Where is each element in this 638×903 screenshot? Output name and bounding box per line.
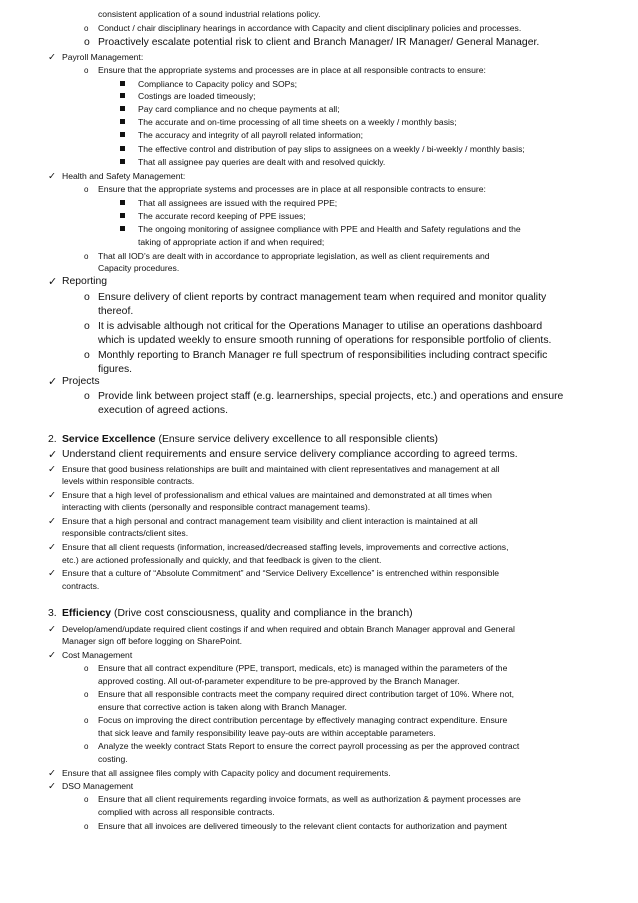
square-bullet-icon: [120, 104, 125, 115]
checkmark-bullet-icon: ✓: [48, 516, 56, 527]
text-line: Ensure that the appropriate systems and processes are in place at all responsible contracts to ensure:: [98, 184, 486, 194]
checkmark-bullet-icon: ✓: [48, 275, 58, 288]
section-heading-title: Efficiency: [62, 608, 112, 619]
text-line: Pay card compliance and no cheque payments at all;: [138, 104, 340, 114]
text-line: Projects: [62, 376, 100, 387]
text-line: execution of agreed actions.: [98, 405, 228, 416]
circle-bullet-icon: o: [84, 37, 90, 48]
text-line: The accurate record keeping of PPE issues;: [138, 211, 306, 221]
text-line: That all assignees are issued with the required PPE;: [138, 198, 338, 208]
text-line: Manager sign off before logging on SharePoint.: [62, 636, 242, 646]
square-bullet-shape: [120, 132, 125, 137]
text-line: Ensure that the appropriate systems and processes are in place at all responsible contracts to ensure:: [98, 65, 486, 75]
circle-bullet-icon: o: [84, 795, 89, 804]
checkmark-bullet-icon: ✓: [48, 542, 56, 553]
circle-bullet-icon: o: [84, 252, 89, 261]
text-line: taking of appropriate action if and when required;: [138, 237, 325, 247]
section-heading: [62, 607, 413, 620]
square-bullet-icon: [120, 157, 125, 168]
text-line: Compliance to Capacity policy and SOPs;: [138, 79, 298, 89]
text-line: Ensure that all client requirements regarding invoice formats, as well as authorization & payment processes are: [98, 794, 521, 804]
text-line: Conduct / chair disciplinary hearings in accordance with Capacity and client disciplinary policies and processes.: [98, 23, 522, 33]
text-line: etc.) are actioned professionally and quickly, and that feedback is given to the client.: [62, 555, 382, 565]
circle-bullet-icon: o: [84, 822, 89, 831]
circle-bullet-icon: o: [84, 185, 89, 194]
square-bullet-shape: [120, 213, 125, 218]
text-line: that sick leave and family responsibility leave pay-outs are within acceptable parameters.: [98, 728, 436, 738]
section-number: 3.: [48, 608, 57, 619]
square-bullet-icon: [120, 211, 125, 222]
square-bullet-icon: [120, 224, 125, 235]
square-bullet-icon: [120, 144, 125, 155]
text-line: Focus on improving the direct contribution percentage by effectively managing contract expenditure. Ensure: [98, 715, 508, 725]
text-line: The accurate and on-time processing of all time sheets on a weekly / monthly basis;: [138, 117, 457, 127]
text-line: Ensure that all contract expenditure (PPE, transport, medicals, etc) is managed within the parameters of the: [98, 663, 508, 673]
text-line: Analyze the weekly contract Stats Report to ensure the correct payroll processing as per the approved contract: [98, 741, 520, 751]
checkmark-bullet-icon: ✓: [48, 464, 56, 475]
square-bullet-shape: [120, 146, 125, 151]
checkmark-bullet-icon: ✓: [48, 171, 56, 182]
text-line: Ensure that all responsible contracts meet the company required direct contribution target of 10%. Where not,: [98, 689, 515, 699]
text-line: It is advisable although not critical for the Operations Manager to utilise an operations dashboard: [98, 321, 543, 332]
checkmark-bullet-icon: ✓: [48, 52, 56, 63]
text-line: Monthly reporting to Branch Manager re full spectrum of responsibilities including contract specific: [98, 350, 548, 361]
text-line: Capacity procedures.: [98, 263, 180, 273]
text-line: Provide link between project staff (e.g. learnerships, special projects, etc.) and operations and ensure: [98, 391, 564, 402]
square-bullet-icon: [120, 117, 125, 128]
text-line: Ensure that good business relationships are built and maintained with client representatives and management at all: [62, 464, 500, 474]
circle-bullet-icon: o: [84, 391, 90, 402]
checkmark-bullet-icon: ✓: [48, 490, 56, 501]
circle-bullet-icon: o: [84, 321, 90, 332]
square-bullet-shape: [120, 200, 125, 205]
text-line: interacting with clients (personally and responsible contract management teams).: [62, 502, 371, 512]
text-line: costing.: [98, 754, 128, 764]
square-bullet-icon: [120, 91, 125, 102]
circle-bullet-icon: o: [84, 716, 89, 725]
text-line: which is updated weekly to ensure smooth running of operations for responsible portfolio of clients.: [98, 335, 552, 346]
text-line: ensure that corrective action is taken along with Branch Manager.: [98, 702, 347, 712]
text-line: Cost Management: [62, 650, 133, 660]
square-bullet-icon: [120, 198, 125, 209]
text-line: The accuracy and integrity of all payroll related information;: [138, 130, 363, 140]
text-line: The ongoing monitoring of assignee compliance with PPE and Health and Safety regulations and the: [138, 224, 521, 234]
section-heading-description: (Drive cost consciousness, quality and compliance in the branch): [111, 608, 413, 619]
text-line: consistent application of a sound industrial relations policy.: [98, 9, 321, 19]
square-bullet-shape: [120, 93, 125, 98]
text-line: contracts.: [62, 581, 100, 591]
section-heading-description: (Ensure service delivery excellence to all responsible clients): [155, 434, 438, 445]
square-bullet-shape: [120, 81, 125, 86]
text-line: Ensure that all invoices are delivered timeously to the relevant client contacts for authorization and payment: [98, 821, 507, 831]
text-line: Proactively escalate potential risk to client and Branch Manager/ IR Manager/ General Manager.: [98, 37, 540, 48]
text-line: Health and Safety Management:: [62, 171, 186, 181]
section-heading-title: Service Excellence: [62, 434, 156, 445]
text-line: The effective control and distribution of pay slips to assignees on a weekly / bi-weekly / monthly basis;: [138, 144, 525, 154]
checkmark-bullet-icon: ✓: [48, 568, 56, 579]
checkmark-bullet-icon: ✓: [48, 375, 58, 388]
checkmark-bullet-icon: ✓: [48, 781, 56, 792]
square-bullet-shape: [120, 159, 125, 164]
circle-bullet-icon: o: [84, 690, 89, 699]
checkmark-bullet-icon: ✓: [48, 624, 56, 635]
text-line: responsible contracts/client sites.: [62, 528, 189, 538]
square-bullet-icon: [120, 130, 125, 141]
text-line: Ensure that a culture of “Absolute Commitment” and “Service Delivery Excellence” is entrenched within responsible: [62, 568, 500, 578]
text-line: thereof.: [98, 306, 134, 317]
section-number: 2.: [48, 434, 57, 445]
circle-bullet-icon: o: [84, 292, 90, 303]
text-line: Ensure that all client requests (information, increased/decreased staffing levels, improvements and corrective actions,: [62, 542, 509, 552]
text-line: Costings are loaded timeously;: [138, 91, 256, 101]
text-line: levels within responsible contracts.: [62, 476, 195, 486]
text-line: Develop/amend/update required client costings if and when required and obtain Branch Manager approval and General: [62, 624, 515, 634]
text-line: Payroll Management:: [62, 52, 144, 62]
checkmark-bullet-icon: ✓: [48, 650, 56, 661]
section-heading: [62, 433, 438, 446]
text-line: That all IOD’s are dealt with in accordance to appropriate legislation, as well as client requirements and: [98, 251, 490, 261]
text-line: Understand client requirements and ensure service delivery compliance according to agreed terms.: [62, 449, 518, 460]
text-line: DSO Management: [62, 781, 134, 791]
square-bullet-shape: [120, 226, 125, 231]
circle-bullet-icon: o: [84, 24, 89, 33]
square-bullet-shape: [120, 119, 125, 124]
text-line: Ensure that all assignee files comply with Capacity policy and document requirements.: [62, 768, 391, 778]
text-line: That all assignee pay queries are dealt with and resolved quickly.: [138, 157, 386, 167]
circle-bullet-icon: o: [84, 66, 89, 75]
text-line: figures.: [98, 364, 133, 375]
circle-bullet-icon: o: [84, 350, 90, 361]
text-line: approved costing. All out-of-parameter expenditure to be pre-approved by the Branch Manager.: [98, 676, 460, 686]
circle-bullet-icon: o: [84, 664, 89, 673]
text-line: Ensure delivery of client reports by contract management team when required and monitor quality: [98, 292, 547, 303]
square-bullet-icon: [120, 79, 125, 90]
text-line: Ensure that a high personal and contract management team visibility and client interaction is maintained at all: [62, 516, 478, 526]
checkmark-bullet-icon: ✓: [48, 448, 58, 461]
checkmark-bullet-icon: ✓: [48, 768, 56, 779]
text-line: Reporting: [62, 276, 108, 287]
square-bullet-shape: [120, 106, 125, 111]
circle-bullet-icon: o: [84, 742, 89, 751]
text-line: Ensure that a high level of professionalism and ethical values are maintained and demonstrated at all times when: [62, 490, 492, 500]
text-line: complied with across all responsible contracts.: [98, 807, 275, 817]
